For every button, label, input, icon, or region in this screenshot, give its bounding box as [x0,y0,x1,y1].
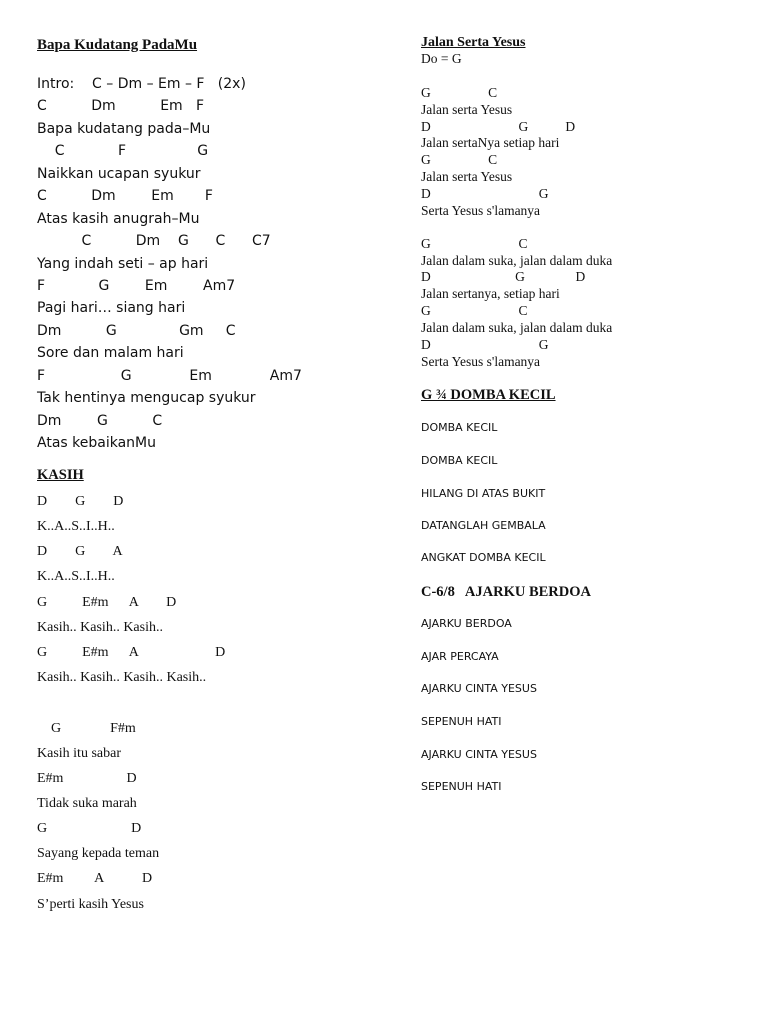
chord-line: G C [421,85,498,100]
chord-line: D G A [37,544,123,559]
chord-line: D G D [37,494,124,509]
lyric-line: AJARKU BERDOA [421,617,512,630]
lyric-line: Serta Yesus s'lamanya [421,203,541,218]
chord-line: G F#m [37,721,136,736]
lyric-line: DATANGLAH GEMBALA [421,519,546,532]
chord-line: D G [421,186,549,201]
chord-line: C Dm Em F [37,98,205,114]
lyric-line: K..A..S..I..H.. [37,569,115,584]
lyric-line: S’perti kasih Yesus [37,897,144,912]
lyric-line: Serta Yesus s'lamanya [421,354,541,369]
lyric-line: Kasih itu sabar [37,746,121,761]
lyric-line: DOMBA KECIL [421,421,498,434]
lyric-line: Atas kasih anugrah–Mu [37,211,200,227]
lyric-line: Jalan sertaNya setiap hari [421,135,560,150]
lyric-line: K..A..S..I..H.. [37,519,115,534]
chord-line: Intro: C – Dm – Em – F (2x) [37,76,246,92]
lyric-line: Bapa kudatang pada–Mu [37,121,211,137]
song-title: KASIH [37,467,84,483]
lyric-line: Jalan dalam suka, jalan dalam duka [421,320,613,335]
lyric-line: Sayang kepada teman [37,846,160,861]
chord-line: D G D [421,269,586,284]
song-title: G ¾ DOMBA KECIL [421,387,556,403]
chord-line: C Dm G C C7 [37,233,271,249]
chord-line: G E#m A D [37,595,177,610]
lyric-line: Kasih.. Kasih.. Kasih.. [37,620,163,635]
lyric-line: Jalan dalam suka, jalan dalam duka [421,253,613,268]
song-title: Jalan Serta Yesus [421,35,526,50]
lyric-line: HILANG DI ATAS BUKIT [421,487,546,500]
chord-line: G C [421,236,528,251]
chord-line: Dm G C [37,413,163,429]
lyric-line: Atas kebaikanMu [37,435,156,451]
lyric-line: ANGKAT DOMBA KECIL [421,551,546,564]
chord-line: G E#m A D [37,645,226,660]
lyric-line: DOMBA KECIL [421,454,498,467]
lyric-line: AJAR PERCAYA [421,650,499,663]
chord-line: C F G [37,143,209,159]
lyric-line: Kasih.. Kasih.. Kasih.. Kasih.. [37,670,207,685]
key-signature: Do = G [421,51,462,66]
lyric-line: Pagi hari… siang hari [37,300,186,316]
song-title: C-6/8 AJARKU BERDOA [421,584,591,600]
chord-line: F G Em Am7 [37,278,236,294]
lyric-line: AJARKU CINTA YESUS [421,682,537,695]
chord-line: E#m A D [37,871,153,886]
chord-line: Dm G Gm C [37,323,236,339]
lyric-line: Tak hentinya mengucap syukur [37,390,256,406]
lyric-line: Jalan serta Yesus [421,169,513,184]
lyric-line: SEPENUH HATI [421,715,502,728]
chord-line: D G [421,337,549,352]
lyric-line: Jalan sertanya, setiap hari [421,286,560,301]
lyric-line: Jalan serta Yesus [421,102,513,117]
lyric-line: SEPENUH HATI [421,780,502,793]
chord-line: G C [421,303,528,318]
lyric-line: AJARKU CINTA YESUS [421,748,537,761]
lyric-line: Sore dan malam hari [37,345,184,361]
lyric-line: Naikkan ucapan syukur [37,166,201,182]
chord-line: C Dm Em F [37,188,213,204]
song-title: Bapa Kudatang PadaMu [37,37,198,53]
chord-line: G D [37,821,142,836]
chord-line: D G D [421,119,576,134]
chord-line: F G Em Am7 [37,368,302,384]
chord-line: G C [421,152,498,167]
lyric-line: Tidak suka marah [37,796,137,811]
lyric-line: Yang indah seti – ap hari [37,256,209,272]
chord-line: E#m D [37,771,137,786]
